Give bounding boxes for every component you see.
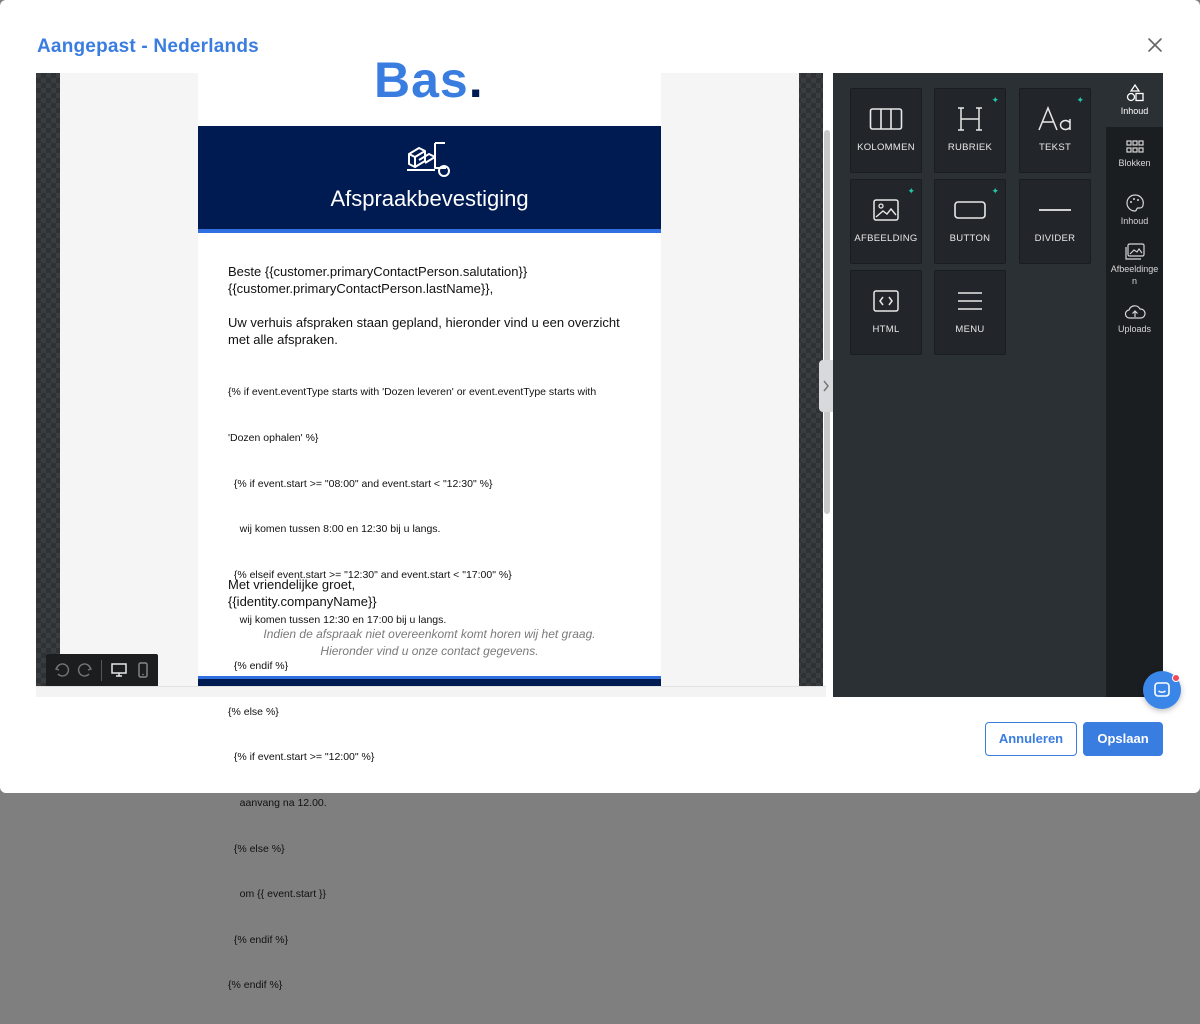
undo-icon[interactable] <box>53 661 71 679</box>
redo-icon[interactable] <box>76 661 94 679</box>
code-line: {% endif %} <box>228 933 289 946</box>
code-line: {% if event.start >= "08:00" and event.start < "12:30" %} <box>228 477 493 490</box>
tile-label: HTML <box>872 324 900 335</box>
footer-note <box>198 626 661 660</box>
code-line: om {{ event.start }} <box>228 888 327 901</box>
editor-canvas[interactable] <box>36 52 823 992</box>
tile-heading[interactable] <box>934 88 1006 173</box>
header-banner[interactable] <box>198 126 661 233</box>
columns-icon <box>851 104 921 134</box>
closing-text <box>228 576 638 610</box>
footer-line: Indien de afspraak niet overeenkomt komt horen wij het graag. <box>263 627 596 641</box>
code-line: {% else %} <box>228 705 279 718</box>
canvas-bottom-strip <box>36 686 826 697</box>
code-line: {% endif %} <box>228 979 283 992</box>
code-line: 'Dozen ophalen' %} <box>228 432 319 445</box>
chat-icon <box>1153 681 1171 699</box>
text-icon <box>1020 104 1090 134</box>
notification-dot <box>1172 674 1180 682</box>
sidebar-item-label: Afbeeldingen <box>1110 264 1159 286</box>
tile-text[interactable] <box>1019 88 1091 173</box>
tile-label: AFBEELDING <box>854 233 918 244</box>
tile-image[interactable] <box>850 179 922 264</box>
closing-greeting: Met vriendelijke groet, <box>228 577 356 592</box>
button-icon <box>935 195 1005 225</box>
ai-sparkle-icon: ✦ <box>907 186 915 196</box>
panel-collapse-handle[interactable] <box>819 360 833 412</box>
toolbar-divider <box>101 660 102 681</box>
tile-label: BUTTON <box>949 233 991 244</box>
image-icon <box>851 195 921 225</box>
email-background <box>60 52 799 992</box>
html-icon <box>851 286 921 316</box>
mobile-view-icon[interactable] <box>134 661 152 679</box>
code-line: wij komen tussen 8:00 en 12:30 bij u langs. <box>228 523 441 536</box>
code-line: {% endif %} <box>228 660 289 673</box>
chevron-right-icon <box>822 379 830 393</box>
divider-icon <box>1020 195 1090 225</box>
code-line: aanvang na 12.00. <box>228 796 327 809</box>
dialog-title: Aangepast - Nederlands <box>37 36 259 57</box>
email-preview[interactable] <box>198 52 661 992</box>
images-icon <box>1124 243 1146 261</box>
tools-panel <box>833 73 1163 697</box>
canvas-scrollbar[interactable] <box>824 130 830 514</box>
ai-sparkle-icon: ✦ <box>991 186 999 196</box>
tile-menu[interactable] <box>934 270 1006 355</box>
footer-bar <box>198 676 661 686</box>
save-button[interactable]: Opslaan <box>1083 722 1163 756</box>
code-line: {% if event.start >= "12:00" %} <box>228 751 375 764</box>
heading-icon <box>935 104 1005 134</box>
tile-label: MENU <box>955 324 985 335</box>
palette-icon <box>1125 193 1145 213</box>
ai-sparkle-icon: ✦ <box>991 95 999 105</box>
code-line: wij komen tussen 12:30 en 17:00 bij u langs. <box>228 614 447 627</box>
intro-text: Uw verhuis afspraken staan gepland, hieronder vind u een overzicht met alle afspraken. <box>228 315 620 347</box>
tile-button[interactable] <box>934 179 1006 264</box>
sidebar-item-uploads[interactable] <box>1106 303 1163 343</box>
blocks-grid-icon <box>1126 139 1144 155</box>
tile-label: TEKST <box>1038 142 1072 153</box>
company-logo: Bas. <box>374 52 484 108</box>
sidebar-item-label: Blokken <box>1118 158 1151 168</box>
sidebar-item-images[interactable] <box>1106 243 1163 293</box>
tile-divider[interactable] <box>1019 179 1091 264</box>
tile-label: RUBRIEK <box>947 142 993 153</box>
sidebar-item-label: Inhoud <box>1120 106 1149 116</box>
banner-title: Afspraakbevestiging <box>330 186 529 211</box>
shapes-icon <box>1125 83 1145 103</box>
panel-sidebar <box>1106 73 1163 697</box>
sidebar-item-label: Inhoud <box>1120 216 1149 226</box>
cloud-upload-icon <box>1124 303 1146 321</box>
sidebar-item-content[interactable] <box>1106 73 1163 127</box>
sidebar-item-blocks[interactable] <box>1106 139 1163 179</box>
desktop-view-icon[interactable] <box>110 661 128 679</box>
ai-sparkle-icon: ✦ <box>1076 95 1084 105</box>
code-line: {% elseif event.start >= "12:30" and event.start < "17:00" %} <box>228 568 512 581</box>
canvas-toolbar <box>46 654 158 687</box>
tile-html[interactable] <box>850 270 922 355</box>
moving-truck-icon <box>405 140 455 185</box>
sidebar-item-body[interactable] <box>1106 193 1163 233</box>
cancel-button[interactable]: Annuleren <box>985 722 1077 756</box>
code-line: {% if event.eventType starts with 'Dozen leveren' or event.eventType starts with <box>228 386 597 399</box>
code-line: {% else %} <box>228 842 285 855</box>
company-name-placeholder: {{identity.companyName}} <box>228 594 377 609</box>
sidebar-item-label: Uploads <box>1117 324 1152 334</box>
tile-label: DIVIDER <box>1034 233 1076 244</box>
close-icon[interactable] <box>1144 34 1166 56</box>
tile-label: KOLOMMEN <box>857 142 915 153</box>
footer-line: Hieronder vind u onze contact gegevens. <box>320 644 539 658</box>
greeting-text: Beste {{customer.primaryContactPerson.salutation}} {{customer.primaryContactPerson.lastName}}, <box>228 264 528 296</box>
tile-columns[interactable] <box>850 88 922 173</box>
menu-icon <box>935 286 1005 316</box>
support-chat-button[interactable] <box>1143 671 1181 709</box>
